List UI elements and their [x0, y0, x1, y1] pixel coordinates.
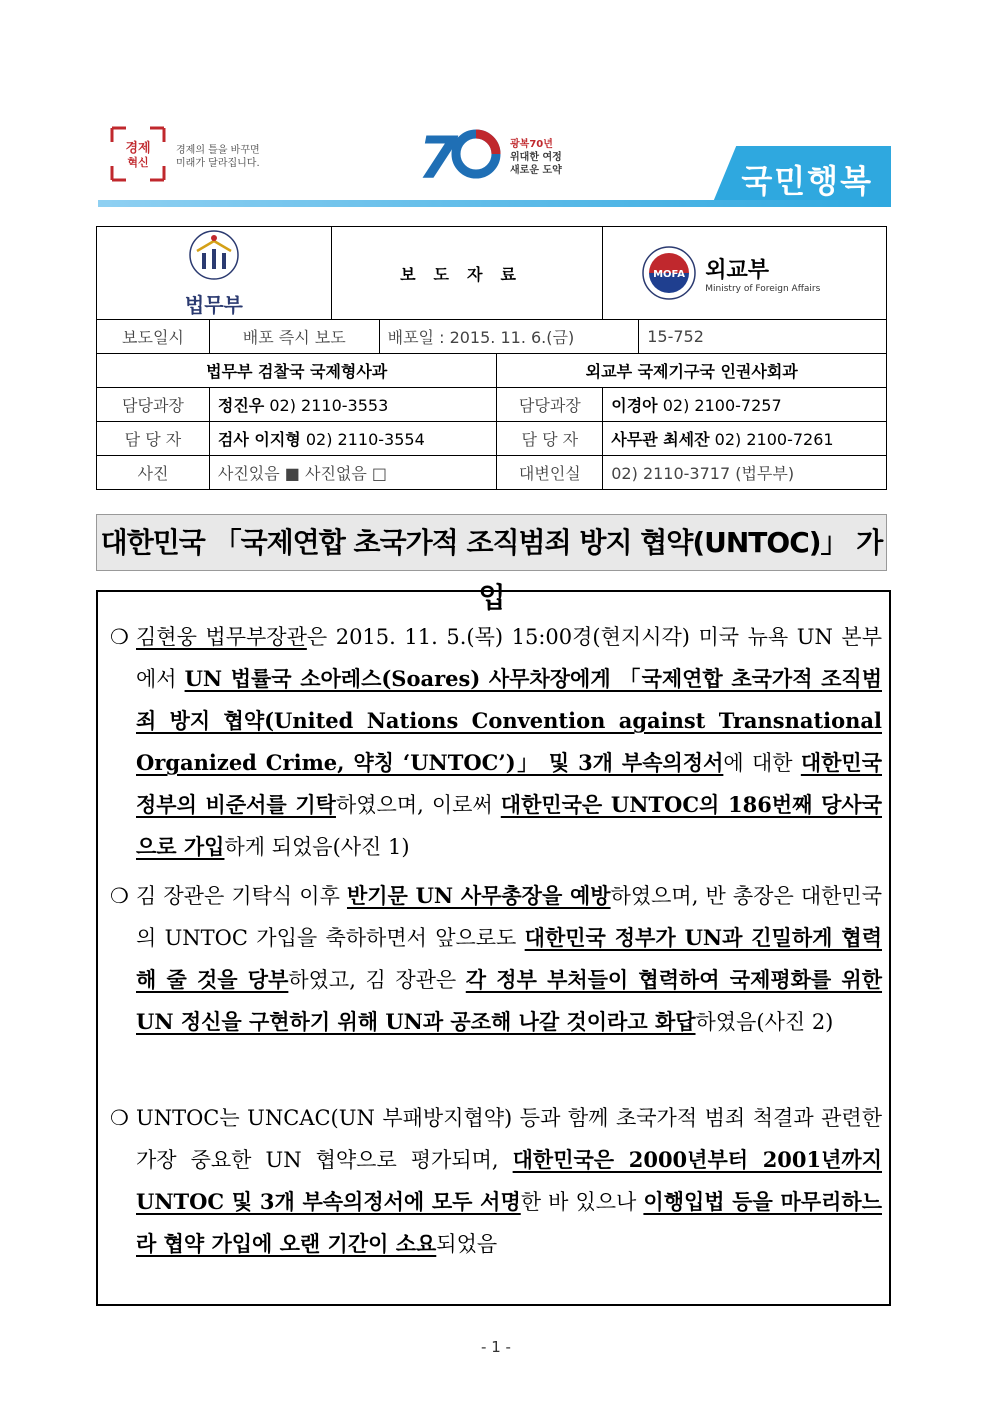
date-label: 보도일시: [97, 320, 210, 354]
spokesperson-label: 대변인실: [497, 456, 603, 490]
anniv-line1: 광복70년: [510, 139, 553, 150]
p1-accession: 대한민국은 UNTOC의 186번째 당사국으로 가입: [136, 792, 882, 859]
moj-staff-phone: 02) 2110-3554: [305, 430, 425, 449]
moj-name: 법무부: [184, 292, 243, 317]
p1-ratification: 대한민국 정부의 비준서를 기탁: [136, 750, 882, 817]
paragraph-2: [110, 875, 882, 1043]
department-row: [97, 354, 887, 388]
p2-text-4: 하였음(사진 2): [695, 1010, 834, 1034]
svg-text:7: 7: [418, 126, 459, 186]
photo-label: 사진: [97, 456, 210, 490]
anniv-line3: 새로운 도약: [510, 165, 562, 176]
header-banner: [98, 120, 891, 210]
svg-text:혁신: 혁신: [127, 156, 149, 169]
bullet-icon: ❍: [110, 625, 129, 649]
p3-signed: 대한민국은 2000년부터 2001년까지 UNTOC 및 3개 부속의정서에 모두 서명: [136, 1147, 882, 1214]
date-value: 배포 즉시 보도: [209, 320, 379, 354]
mofa-staff: [603, 422, 887, 456]
p2-courtesy-call: 반기문 UN 사무총장을 예방: [346, 883, 611, 908]
moj-lead-label: 담당과장: [97, 388, 210, 422]
p1-text-1: 은 2015. 11. 5.(목) 15:00경(현지시각) 미국 뉴욕 UN 본부에서: [136, 625, 882, 691]
moj-staff-name: 검사 이지형: [217, 430, 301, 449]
svg-text:MOFA: MOFA: [653, 269, 686, 280]
mofa-staff-phone: 02) 2100-7261: [714, 430, 834, 449]
body-box: [96, 590, 891, 1306]
logo-row: [97, 227, 887, 320]
moj-lead-phone: 02) 2110-3553: [269, 396, 389, 415]
page-number: - 1 -: [481, 1338, 511, 1356]
moj-department: 법무부 검찰국 국제형사과: [97, 354, 497, 388]
mofa-emblem-icon: [641, 245, 697, 301]
photo-row: [97, 456, 887, 490]
spokesperson-value: 02) 2110-3717 (법무부): [603, 456, 887, 490]
staff-row: [97, 422, 887, 456]
econ-slogan-line2: 미래가 달라집니다.: [176, 158, 260, 169]
mofa-department: 외교부 국제기구국 인권사회과: [497, 354, 887, 388]
bullet-icon: ❍: [110, 1106, 129, 1130]
p3-text-1: UNTOC는 UNCAC(UN 부패방지협약) 등과 함께 초국가적 범죄 척결과 관련한 가장 중요한 UN 협약으로 평가되며,: [136, 1106, 882, 1172]
anniv-line2: 위대한 여정: [510, 152, 562, 163]
p3-delay: 이행입법 등을 마무리하느라 협약 가입에 오랜 기간이 소요: [136, 1189, 882, 1256]
p3-text-3: 되었음: [436, 1232, 498, 1256]
banner-stripe: [98, 200, 891, 207]
econ-slogan-line1: 경제의 틀을 바꾸면: [176, 145, 260, 156]
economic-slogan: [176, 144, 260, 170]
mofa-lead: [603, 388, 887, 422]
press-info-table: [96, 226, 887, 490]
p1-text-2: 에 대한: [723, 751, 801, 775]
release-date: 배포일 : 2015. 11. 6.(금): [379, 320, 639, 354]
mofa-lead-phone: 02) 2100-7257: [662, 396, 782, 415]
mofa-lead-name: 이경아: [611, 396, 658, 415]
photo-value: 사진있음 ■ 사진없음 □: [209, 456, 497, 490]
p1-deposit-to: UN 법률국 소아레스(Soares) 사무차장에게 「국제연합 초국가적 조직범죄 방지 협약(United Nations Convention against Transnational Organized Crime, 약칭 ‘UNTOC’)」 및 3개 부속의정서: [136, 666, 882, 775]
lead-row: [97, 388, 887, 422]
mofa-name: 외교부: [705, 257, 770, 283]
p2-text-2: 하였으며, 반 총장은 대한민국의 UNTOC 가입을 축하하면서 앞으로도: [136, 884, 882, 950]
moj-staff-label: 담 당 자: [97, 422, 210, 456]
p2-text-1: 김 장관은 기탁식 이후: [136, 884, 347, 908]
p1-minister: 김현웅 법무부장관: [136, 625, 307, 649]
happiness-label: 국민행복: [741, 162, 873, 200]
p1-text-4: 하게 되었음(사진 1): [224, 835, 410, 859]
moj-logo-cell: [97, 227, 332, 320]
p1-text-3: 하였으며, 이로써: [335, 793, 501, 817]
paragraph-3: [110, 1097, 882, 1265]
economic-innovation-logo: [108, 124, 168, 184]
p2-request: 대한민국 정부가 UN과 긴밀하게 협력해 줄 것을 당부: [136, 925, 882, 992]
date-row: [97, 320, 887, 354]
mofa-staff-label: 담 당 자: [497, 422, 603, 456]
anniversary-text: [510, 138, 562, 177]
moj-lead-name: 정진우: [217, 396, 265, 415]
mofa-logo-cell: [603, 227, 887, 320]
press-release-title: 보도자료: [331, 227, 603, 320]
liberation-70th-logo: [418, 126, 508, 186]
p2-text-3: 하였고, 김 장관은: [288, 968, 466, 992]
bullet-icon: ❍: [110, 884, 129, 908]
moj-lead: [209, 388, 497, 422]
headline: 대한민국 「국제연합 초국가적 조직범죄 방지 협약(UNTOC)」 가입: [96, 514, 887, 571]
mofa-lead-label: 담당과장: [497, 388, 603, 422]
svg-text:경제: 경제: [125, 141, 151, 156]
moj-staff: [209, 422, 497, 456]
document-number: 15-752: [639, 320, 887, 354]
mofa-staff-name: 사무관 최세잔: [611, 430, 710, 449]
p3-text-2: 한 바 있으나: [520, 1190, 644, 1214]
paragraph-1: [110, 616, 882, 868]
moj-emblem-icon: [169, 229, 259, 285]
mofa-english-name: Ministry of Foreign Affairs: [705, 283, 821, 294]
p2-reply: 각 정부 부처들이 협력하여 국제평화를 위한 UN 정신을 구현하기 위해 UN과 공조해 나갈 것이라고 화답: [136, 967, 883, 1034]
